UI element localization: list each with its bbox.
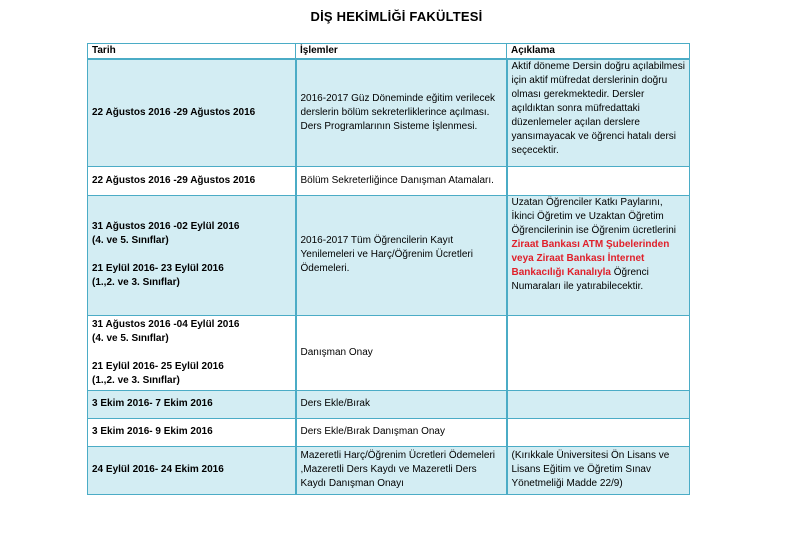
operations-text-extra: Ders Programlarının Sisteme İşlenmesi. (300, 120, 478, 132)
operations-cell (296, 59, 507, 166)
table-row (88, 418, 690, 446)
date-cell (88, 195, 296, 315)
date-range-a-note: (4. ve 5. Sınıflar) (92, 332, 169, 344)
date-range-a: 31 Ağustos 2016 -02 Eylül 2016 (92, 221, 240, 232)
date-cell: 3 Ekim 2016- 9 Ekim 2016 (88, 418, 296, 446)
date-cell: 3 Ekim 2016- 7 Ekim 2016 (88, 390, 296, 418)
header-operations: İşlemler (296, 44, 507, 60)
table-row (88, 315, 690, 390)
date-cell: 22 Ağustos 2016 -29 Ağustos 2016 (88, 59, 296, 166)
description-cell (507, 166, 690, 195)
description-cell: Aktif döneme Dersin doğru açılabilmesi için aktif müfredat derslerinin doğru olması gerekmektedir. Dersler açıldıktan sonra müfredattaki düzenlemeler açılan derslere yansımayacak ve öğrenci hatalı dersi seçecektir. (507, 59, 690, 166)
table-row (88, 446, 690, 494)
table-row (88, 166, 690, 195)
operations-cell: Ders Ekle/Bırak Danışman Onay (296, 418, 507, 446)
date-range-b-note: (1.,2. ve 3. Sınıflar) (92, 277, 180, 288)
description-cell (507, 195, 690, 315)
date-range-b: 21 Eylül 2016- 23 Eylül 2016 (92, 263, 224, 274)
operations-cell: Bölüm Sekreterliğince Danışman Atamaları. (296, 166, 507, 195)
page-title: DİŞ HEKİMLİĞİ FAKÜLTESİ (310, 9, 483, 24)
schedule-table (87, 43, 690, 495)
operations-cell: Mazeretli Harç/Öğrenim Ücretleri Ödemeleri ,Mazeretli Ders Kaydı ve Mazeretli Ders Kaydı Danışman Onayı (296, 446, 507, 494)
header-date: Tarih (88, 44, 296, 60)
header-description: Açıklama (507, 44, 690, 60)
date-range-a: 31 Ağustos 2016 -04 Eylül 2016 (92, 318, 240, 330)
date-cell: 22 Ağustos 2016 -29 Ağustos 2016 (88, 166, 296, 195)
date-range-a-note: (4. ve 5. Sınıflar) (92, 235, 169, 246)
payment-note-end: Öğrenci Numaraları ile yatırabilecektir. (511, 266, 649, 292)
table-header-row (88, 44, 690, 60)
bank-channel-highlight: Ziraat Bankası ATM Şubelerinden veya Ziraat Bankası İnternet Bankacılığı Kanalıyla (511, 238, 670, 278)
table-row (88, 59, 690, 166)
operations-text: 2016-2017 Güz Döneminde eğitim verilecek derslerin bölüm sekreterliklerince açılması. (300, 92, 496, 118)
date-range-b: 21 Eylül 2016- 25 Eylül 2016 (92, 360, 224, 372)
date-range-b-note: (1.,2. ve 3. Sınıflar) (92, 374, 180, 386)
description-cell (507, 315, 690, 390)
payment-note-text: Uzatan Öğrenciler Katkı Paylarını, İkinci Öğretim ve Uzaktan Öğretim Öğrencilerinin ise Öğrenim ücretlerini (511, 196, 677, 236)
operations-cell: Ders Ekle/Bırak (296, 390, 507, 418)
description-cell (507, 390, 690, 418)
table-row (88, 195, 690, 315)
operations-cell: 2016-2017 Tüm Öğrencilerin Kayıt Yenilemeleri ve Harç/Öğrenim Ücretleri Ödemeleri. (296, 195, 507, 315)
description-cell: (Kırıkkale Üniversitesi Ön Lisans ve Lisans Eğitim ve Öğretim Sınav Yönetmeliği Madde 22/9) (507, 446, 690, 494)
operations-cell: Danışman Onay (296, 315, 507, 390)
date-cell: 24 Eylül 2016- 24 Ekim 2016 (88, 446, 296, 494)
description-cell (507, 418, 690, 446)
table-row (88, 390, 690, 418)
date-cell (88, 315, 296, 390)
